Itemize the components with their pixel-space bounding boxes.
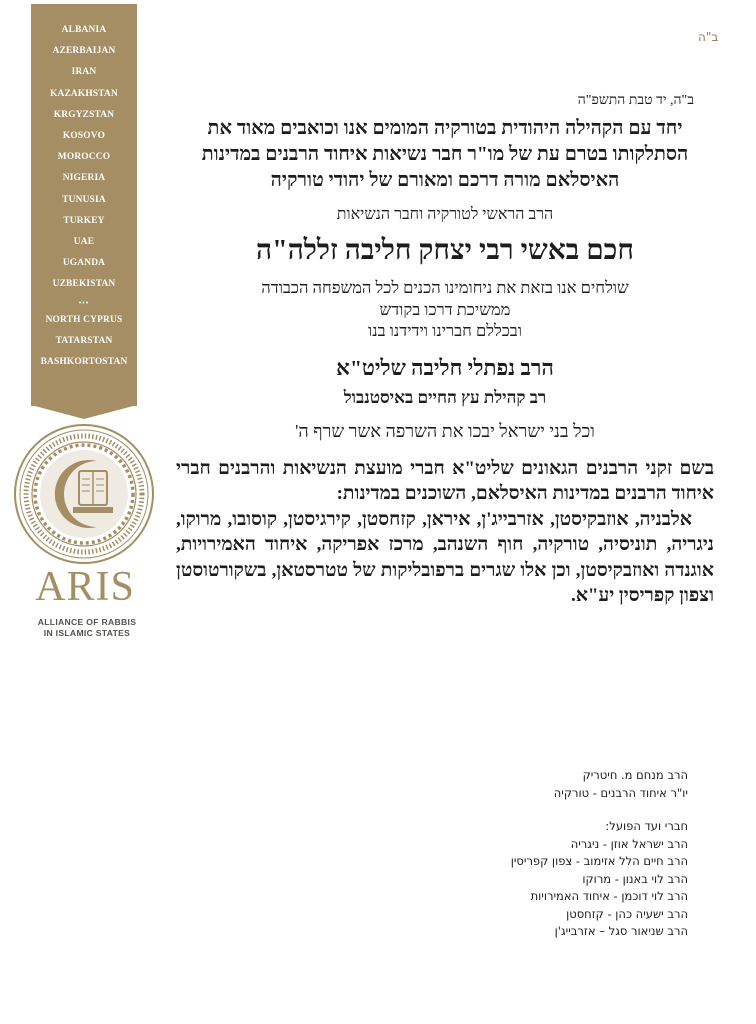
member-line: הרב שניאור סגל – אזרבייג'ן [554, 924, 688, 938]
signature-block [448, 767, 688, 941]
sidebar-country: TURKEY [63, 215, 105, 226]
son-name: הרב נפתלי חליבה שליט"א [336, 355, 554, 380]
aris-wordmark: ARIS [35, 564, 135, 610]
member-line: הרב חיים הלל אזימוב - צפון קפריסין [510, 854, 688, 868]
sidebar-region: BASHKORTOSTAN [40, 357, 128, 368]
sidebar-country: ALBANIA [61, 25, 107, 35]
aris-tagline [30, 617, 144, 639]
tagline-line: ALLIANCE OF RABBIS [37, 617, 137, 627]
sidebar-country: TUNUSIA [62, 194, 106, 205]
chair-title: יו"ר איחוד הרבנים - טורקיה [553, 785, 688, 800]
condolence-line: ובכללם חברינו וידידנו בנו [368, 321, 522, 340]
council-text-end: , השוכנים במדינות: [336, 483, 476, 504]
son-title: רב קהילת עץ החיים באיסטנבול [343, 387, 547, 407]
sidebar-country: KOSOVO [62, 131, 106, 142]
letter-date: ב"ה, יד טבת התשפ"ה [577, 93, 694, 108]
sidebar-separator: ••• [78, 298, 90, 307]
members-heading: חברי ועד הפועל: [605, 819, 688, 833]
alliance-name: איחוד הרבנים במדינות האיסלאם [475, 483, 714, 504]
sidebar-country: UGANDA [62, 258, 106, 269]
deceased-name: חכם באשי רבי יצחק חליבה זללה"ה [256, 235, 634, 266]
sidebar-country: AZERBAIJAN [52, 46, 116, 57]
sidebar-country: UZBEKISTAN [52, 279, 116, 290]
mourning-verse: וכל בני ישראל יבכו את השרפה אשר שרף ה' [295, 420, 595, 441]
member-line: הרב ישראל אוזן - ניגריה [570, 836, 688, 851]
country-sidebar [31, 4, 137, 406]
tagline-line: IN ISLAMIC STATES [43, 628, 131, 638]
condolence-block [176, 277, 714, 342]
sidebar-ribbon-tip [31, 405, 137, 419]
member-line: הרב לוי באנון - מרוקו [582, 871, 688, 886]
sidebar-country: IRAN [71, 67, 97, 78]
sidebar-country: KRGYZSTAN [53, 109, 115, 120]
page-header-mark: ב"ה [698, 30, 719, 44]
member-line: הרב ישעיה כהן - קזחסטן [566, 906, 688, 921]
letter-body [176, 90, 714, 609]
condolence-line: ממשיכת דרכו בקודש [379, 299, 511, 319]
aris-seal-icon [13, 423, 155, 565]
sidebar-country: NIGERIA [62, 173, 106, 184]
sidebar-country: KAZAKHSTAN [50, 88, 118, 99]
chair-name: הרב מנחם מ. חיטריק [582, 768, 688, 782]
council-text: בשם זקני הרבנים הגאונים שליט"א חברי מועצת הנשיאות והרבנים חברי [176, 457, 714, 479]
deceased-title: הרב הראשי לטורקיה וחבר הנשיאות [336, 206, 554, 223]
member-line: הרב לוי דוכמן - איחוד האמירויות [530, 889, 688, 903]
sidebar-country: MOROCCO [57, 152, 111, 163]
countries-paragraph: אלבניה, אוזבקיסטן, אזרבייג'ן, איראן, קזחסטן, קירגיסטן, קוסובו, מרוקו, ניגריה, תוניסיה, טורקיה, חוף השנהב, מרכז אפריקה, איחוד האמירויות, אוגנדה ואוזבקיסטן, וכן אלו שגרים ברפובליקות של טטרסטאן, בשקורטוסטן וצפון קפריסין יע"א. [176, 508, 714, 606]
condolence-line: שולחים אנו בזאת את ניחומינו הכנים לכל המשפחה הכבודה [261, 278, 629, 297]
sidebar-region: TATARSTAN [55, 335, 113, 346]
opening-paragraph: יחד עם הקהילה היהודית בטורקיה המומים אנו וכואבים מאוד את הסתלקותו בטרם עת של מו"ר חבר נשיאות איחוד הרבנים במדינות האיסלאם מורה דרכם ומאורם של יהודי טורקיה [201, 118, 689, 191]
sidebar-country: UAE [73, 237, 95, 248]
sidebar-region: NORTH CYPRUS [45, 314, 123, 325]
council-paragraph [176, 456, 714, 507]
